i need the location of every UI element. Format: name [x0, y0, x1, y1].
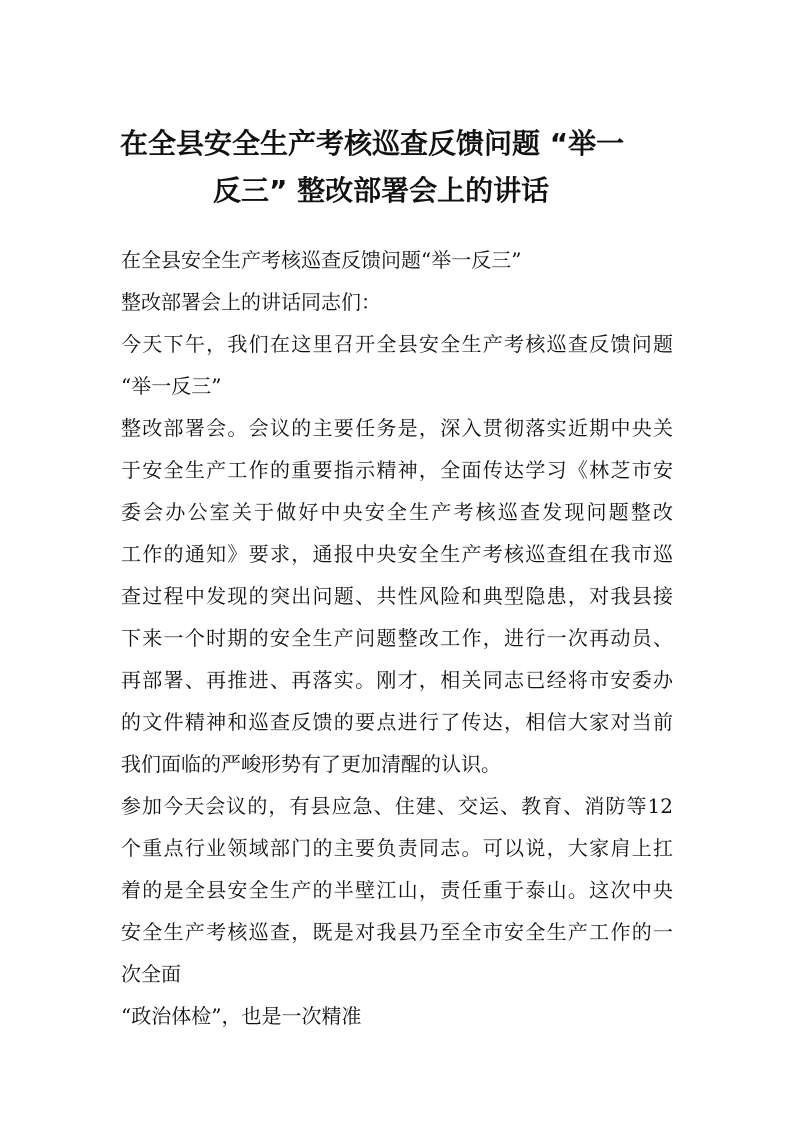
body-line-18: 次全面: [121, 962, 181, 986]
body-line-1: 在全县安全生产考核巡查反馈问题“举一反三”: [121, 248, 522, 272]
body-line-15: 个重点行业领域部门的主要负责同志。可以说，大家肩上扛: [121, 836, 673, 860]
document-title-line-2: 反三” 整改部署会上的讲话: [213, 174, 550, 207]
body-line-14: 参加今天会议的，有县应急、住建、交运、教育、消防等12: [121, 794, 673, 818]
body-line-16: 着的是全县安全生产的半壁江山，责任重于泰山。这次中央: [121, 878, 673, 902]
body-line-19: “政治体检”，也是一次精准: [121, 1004, 362, 1028]
body-line-9: 查过程中发现的突出问题、共性风险和典型隐患，对我县接: [121, 584, 673, 608]
body-line-2: 整改部署会上的讲话同志们：: [121, 290, 381, 314]
body-line-8: 工作的通知》要求，通报中央安全生产考核巡查组在我市巡: [121, 542, 673, 566]
body-line-5: 整改部署会。会议的主要任务是，深入贯彻落实近期中央关: [121, 416, 673, 440]
body-line-12: 的文件精神和巡查反馈的要点进行了传达，相信大家对当前: [121, 710, 673, 734]
body-line-3: 今天下午，我们在这里召开全县安全生产考核巡查反馈问题: [121, 332, 673, 356]
body-line-7: 委会办公室关于做好中央安全生产考核巡查发现问题整改: [121, 500, 673, 524]
document-title-line-1: 在全县安全生产考核巡查反馈问题 “举一: [120, 127, 625, 160]
body-line-4: “举一反三”: [121, 374, 222, 398]
body-line-6: 于安全生产工作的重要指示精神，全面传达学习《林芝市安: [121, 458, 673, 482]
body-line-10: 下来一个时期的安全生产问题整改工作，进行一次再动员、: [121, 626, 673, 650]
body-line-13: 我们面临的严峻形势有了更加清醒的认识。: [121, 752, 501, 776]
body-line-11: 再部署、再推进、再落实。刚才，相关同志已经将市安委办: [121, 668, 673, 692]
body-line-17: 安全生产考核巡查，既是对我县乃至全市安全生产工作的一: [121, 920, 673, 944]
